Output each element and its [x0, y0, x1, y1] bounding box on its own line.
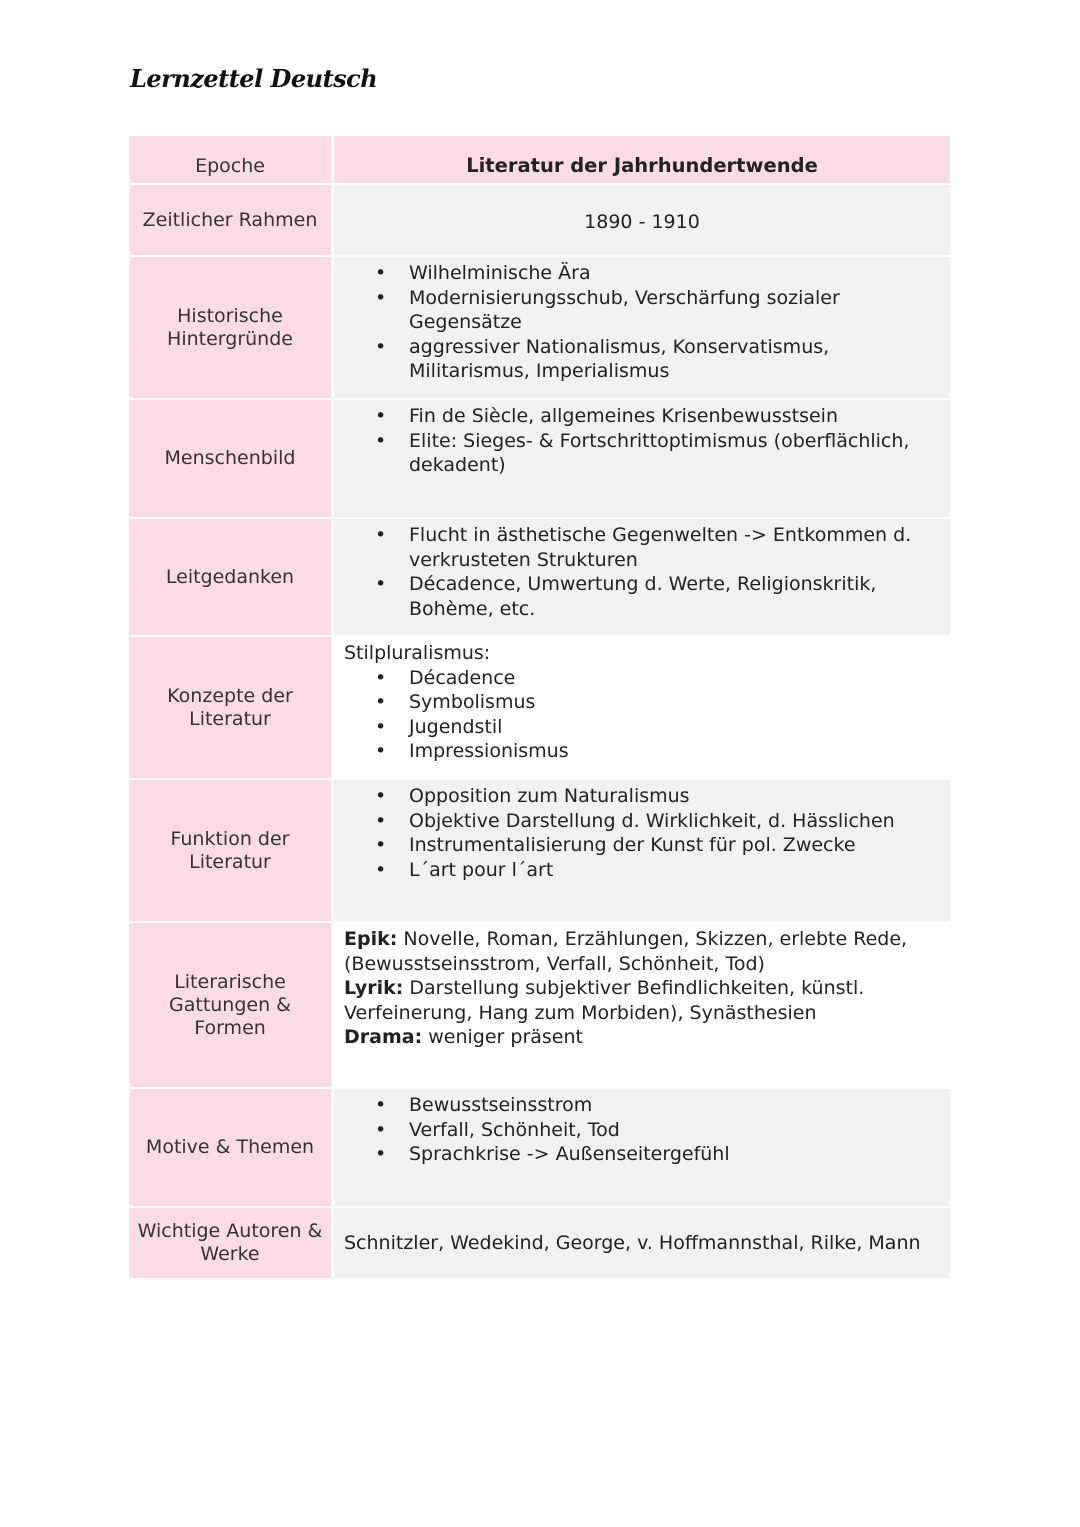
row-label: Historische Hintergründe — [129, 257, 331, 398]
list-item: • Décadence, Umwertung d. Werte, Religionskritik, Bohème, etc. — [344, 572, 940, 621]
epoch-table — [129, 136, 950, 1278]
row-label: Zeitlicher Rahmen — [129, 185, 331, 255]
row-value: Literatur der Jahrhundertwende — [331, 136, 950, 183]
list-item: • Flucht in ästhetische Gegenwelten -> Entkommen d. verkrusteten Strukturen — [344, 523, 940, 572]
row-label: Motive & Themen — [129, 1089, 331, 1206]
row-label: Epoche — [129, 136, 331, 183]
table-row-motive — [129, 1089, 950, 1208]
table-row-autoren — [129, 1208, 950, 1278]
gattung-epik — [344, 927, 940, 976]
list-item: • Symbolismus — [344, 690, 940, 715]
table-row-gattungen — [129, 923, 950, 1089]
row-label: Literarische Gattungen & Formen — [129, 923, 331, 1087]
list-item: • Elite: Sieges- & Fortschrittoptimismus (oberflächlich, dekadent) — [344, 429, 940, 478]
list-item: • aggressiver Nationalismus, Konservatismus, Militarismus, Imperialismus — [344, 335, 940, 384]
list-item: • Impressionismus — [344, 739, 940, 764]
konzepte-intro: Stilpluralismus: — [344, 642, 491, 664]
row-label: Wichtige Autoren & Werke — [129, 1208, 331, 1278]
list-item: • Opposition zum Naturalismus — [344, 784, 940, 809]
row-value: 1890 - 1910 — [331, 185, 950, 255]
row-label: Menschenbild — [129, 400, 331, 517]
row-value — [331, 923, 950, 1087]
table-row-zeit — [129, 185, 950, 257]
list-item: • L´art pour l´art — [344, 858, 940, 883]
list-item: • Modernisierungsschub, Verschärfung sozialer Gegensätze — [344, 286, 940, 335]
row-value — [331, 637, 950, 778]
list-item: • Verfall, Schönheit, Tod — [344, 1118, 940, 1143]
row-label: Funktion der Literatur — [129, 780, 331, 921]
row-value: Schnitzler, Wedekind, George, v. Hoffmannsthal, Rilke, Mann — [331, 1208, 950, 1278]
list-item: • Objektive Darstellung d. Wirklichkeit, d. Hässlichen — [344, 809, 940, 834]
list-item: • Instrumentalisierung der Kunst für pol. Zwecke — [344, 833, 940, 858]
gattung-drama — [344, 1025, 940, 1050]
list-item: • Décadence — [344, 666, 940, 691]
drama-label: Drama: — [344, 1026, 423, 1048]
page-title: Lernzettel Deutsch — [130, 64, 378, 93]
epik-text: Novelle, Roman, Erzählungen, Skizzen, erlebte Rede, (Bewusstseinsstrom, Verfall, Schönheit, Tod) — [344, 928, 908, 975]
list-item: • Bewusstseinsstrom — [344, 1093, 940, 1118]
list-item: • Fin de Siècle, allgemeines Krisenbewusstsein — [344, 404, 940, 429]
list-item: • Jugendstil — [344, 715, 940, 740]
lyrik-label: Lyrik: — [344, 977, 404, 999]
list-item: • Wilhelminische Ära — [344, 261, 940, 286]
table-row-leitgedanken — [129, 519, 950, 637]
gattung-lyrik — [344, 976, 940, 1025]
row-label: Leitgedanken — [129, 519, 331, 635]
list-item: • Sprachkrise -> Außenseitergefühl — [344, 1142, 940, 1167]
row-value — [331, 519, 950, 635]
epik-label: Epik: — [344, 928, 398, 950]
row-value — [331, 780, 950, 921]
table-row-funktion — [129, 780, 950, 923]
drama-text: weniger präsent — [422, 1026, 583, 1048]
table-row-konzepte — [129, 637, 950, 780]
row-label: Konzepte der Literatur — [129, 637, 331, 778]
row-value — [331, 400, 950, 517]
row-value — [331, 1089, 950, 1206]
table-row-menschenbild — [129, 400, 950, 519]
table-row-epoche — [129, 136, 950, 185]
row-value — [331, 257, 950, 398]
lyrik-text: Darstellung subjektiver Befindlichkeiten, künstl. Verfeinerung, Hang zum Morbiden), Synästhesien — [344, 977, 865, 1024]
table-row-historisch — [129, 257, 950, 400]
